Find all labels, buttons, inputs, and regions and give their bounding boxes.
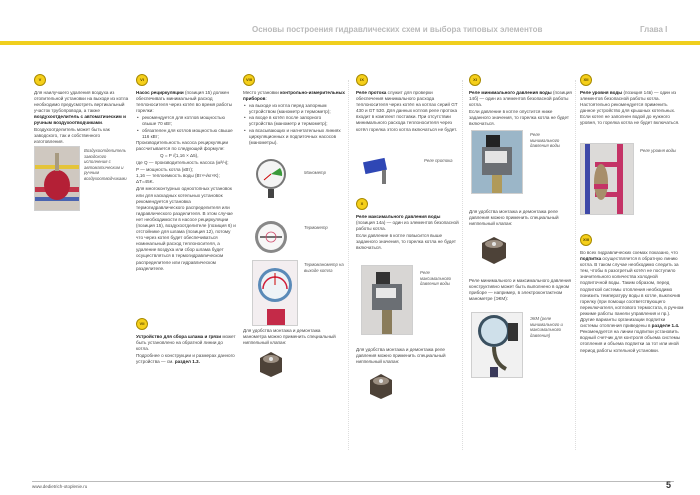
section-reference: разделе 1.4. <box>651 323 680 329</box>
section-vii <box>136 318 236 366</box>
photo-caption: Реле минимального давления воды <box>530 132 560 149</box>
section-badge: XIII <box>580 234 592 246</box>
body-text: служит для проверки обеспечения минимального расхода теплоносителя через котёл на котлах серий GT 430 и GT 530. Для данных котлов реле протока входит в комплект поставки. При отсутствии минимального расхода теплоносителя через котёл горелка этого котла включаться не будет. <box>356 90 458 132</box>
photo-caption: ЭКМ (реле минимального и максимального давления) <box>530 316 563 338</box>
body-text: Для наилучшего удаления воздуха из отопительной установки на выходе из котла необходимо предусмотреть вертикальный участок трубопровода, а также <box>34 90 129 114</box>
bold-term: Реле максимального давления воды <box>356 214 441 219</box>
body-text: Если давление в котле опустится ниже заданного значения, то горелка котла не будет включаться. <box>469 109 569 127</box>
body-text: Место установки <box>243 90 281 95</box>
section-badge: XII <box>580 74 592 86</box>
body-text: осуществляется в обратную линию котла. В таком случае необходимо следить за тем, чтобы в разогретый котёл не поступило значительного количества холодной подпиточной воды. Таким образом, перед подпиткой системы отопления необходимо понизить температуру воды в котле, выключив горелку (при помощи соответствующего переключателя, котлового термостата, в ручном режиме работы панели управления и пр.). Другие варианты организации подпитки системы отопления приведены в <box>580 256 684 329</box>
website-link[interactable]: www.dedietrich-otoplenie.ru <box>32 484 88 489</box>
section-badge: V <box>34 74 46 86</box>
manometer-image <box>254 158 288 200</box>
photo-caption: Реле уровня воды <box>640 148 677 153</box>
air-separator-photo <box>34 146 80 211</box>
list-item: • на выходе из котла перед запорным устройством (манометр и термометр); <box>249 103 345 115</box>
body-text: (позиция 14а) — один из элементов безопасной работы котла. <box>356 220 459 232</box>
bold-term: Реле протока <box>356 90 387 95</box>
thermometer-image <box>254 220 288 254</box>
valve-image <box>366 372 396 400</box>
body-text: Для удобства монтажа и демонтажа реле давления можно применить специальный ниппельный клапан: <box>469 209 559 227</box>
formula-legend: P — мощность котла (кВт); <box>136 167 194 173</box>
photo-caption: Реле максимального давления воды <box>420 270 452 287</box>
body-text: Для многоконтурных одноотопных установок или для каскадных котельных установок рекомендуется установка термогидравлического распределителя или гидравлического разделителя. В этом случае нет необходимости в насосе рециркуляции (позиция 15), воздухоотделителе (позиция 6) и отстойнике для шлама (позиция 12), потому что через котел будет обеспечиваться номинальный расход теплоносителя, а удаление воздуха или сбор шлама будет осуществляться в термогидравлическом распределителе или гидравлическом разделителе. <box>136 186 236 271</box>
water-level-relay-photo <box>580 143 634 215</box>
body-text: Реле минимального и максимального давления конструктивно может быть выполнено в одном приборе — например, в электроконтактном манометре (ЭКМ): <box>469 278 572 302</box>
section-x <box>356 198 459 253</box>
section-xiii <box>580 234 684 355</box>
body-text: (позиция 15) должен обеспечивать минимальный расход теплоносителя через котёл во время работы горелки: <box>136 90 232 114</box>
body-text: . Воздухоотделитель может быть как заводского, так и собственного изготовления. <box>34 120 110 144</box>
min-pressure-relay-photo <box>471 130 523 194</box>
section-badge: X <box>356 198 368 210</box>
body-text: Если давление в котле повысится выше заданного значения, то горелка котла не будет включаться. <box>356 233 456 251</box>
body-text: Для удобства монтажа и демонтажа манометра можно применить специальный ниппельный клапан: <box>243 328 336 346</box>
section-xi <box>469 74 572 129</box>
formula: Q = P /(1,16 × Δ5), <box>160 152 199 158</box>
body-text: Рекомендуется на линии подпитки установить водный счетчик для контроля объема системы отопления и объема подпитки за тот или иной период работы котельной установки. <box>580 329 681 353</box>
page-number: 5 <box>666 480 672 490</box>
section-badge: VII <box>136 318 148 330</box>
formula-legend: где Q — производительность насоса (м³/ч); <box>136 160 229 166</box>
photo-caption: Манометр <box>304 170 326 175</box>
thermomanometer-photo <box>252 260 298 326</box>
list-item: • на всасывающих и нагнетательных линиях циркуляционных и подпиточных насосов (манометры). <box>249 128 345 146</box>
section-v <box>34 74 130 146</box>
max-pressure-relay-image <box>362 266 413 335</box>
section-badge: XI <box>469 74 481 86</box>
photo-caption: Термоманометр на выходе котла <box>304 262 344 273</box>
body-text: (позиция 14в) — один из элементов безопасной работы котла. Настоятельно рекомендуется применить данное устройство для крышных котельных. Если котел не заполнен водой до нужного уровня, то горелка котла не будет включаться. <box>580 90 680 126</box>
footer-rule <box>32 481 674 482</box>
section-vi <box>136 74 236 273</box>
page-header-title: Основы построения гидравлических схем и выбора типовых элементов <box>252 25 543 34</box>
chapter-label: Глава I <box>640 25 668 34</box>
body-text: Для удобства монтажа и демонтажа реле давления можно применить специальный ниппельный клапан: <box>356 347 446 365</box>
max-pressure-relay-photo <box>361 265 413 335</box>
thermomanometer-image <box>253 261 298 326</box>
section-ix <box>356 74 459 134</box>
bold-term: подпитка <box>580 256 602 262</box>
bold-term: Реле уровня воды <box>580 90 623 95</box>
column-divider <box>575 80 577 450</box>
body-text: : <box>265 96 267 102</box>
bold-term: контрольно-измерительных приборов <box>243 90 345 102</box>
column-divider <box>348 80 350 450</box>
bold-term: воздухоотделитель с автоматическим и ручным воздухоотводчиками <box>34 114 126 126</box>
section-xii <box>580 74 684 128</box>
bold-term: Устройство для сбора шлама и грязи <box>136 334 222 339</box>
valve-image <box>256 350 286 378</box>
body-text: Подробнее о конструкции и размерах данного устройства — см. <box>136 353 235 365</box>
min-pressure-relay-image <box>472 131 523 194</box>
bold-term: Реле минимального давления воды <box>469 90 552 95</box>
section-badge: VIII <box>243 74 255 86</box>
photo-caption: Воздухоотделитель заводского исполнения с автоматическим и ручным воздухоотводчиками <box>84 148 127 181</box>
list-item: • на входе в котёл после запорного устройства (манометр и термометр); <box>249 115 345 127</box>
section-badge: VI <box>136 74 148 86</box>
ekm-image <box>472 313 523 378</box>
list-item: • обязателен для котлов мощностью свыше 116 кВт; <box>142 128 236 140</box>
air-separator-image <box>35 147 80 211</box>
section-viii <box>243 74 345 146</box>
flow-switch-image <box>362 156 398 186</box>
valve-image <box>478 235 510 265</box>
formula-legend: ΔT=45K. <box>136 179 155 185</box>
section-badge: IX <box>356 74 368 86</box>
column-divider <box>462 80 464 450</box>
section-reference: раздел 1.3. <box>174 359 200 365</box>
photo-caption: Реле протока <box>424 158 453 163</box>
formula-legend: 1,16 — теплоемкость воды (Вт×ч/кг×К); <box>136 173 220 179</box>
bold-term: Насос рециркуляции <box>136 90 184 95</box>
body-text: Производительность насоса рециркуляции рассчитывается по следующей формуле: <box>136 139 229 151</box>
header-rule <box>0 41 700 45</box>
body-text: может быть установлено на обратной линии до котла. <box>136 334 236 352</box>
body-text: (позиция 14б) — один из элементов безопасной работы котла. <box>469 90 572 108</box>
body-text: Во всех гидравлических схемах показано, что <box>580 250 678 255</box>
list-item: • рекомендуется для котлов мощностью свыше 70 кВт; <box>142 115 236 127</box>
water-level-relay-image <box>581 144 634 215</box>
photo-caption: Термометр <box>304 225 328 230</box>
ekm-photo <box>471 312 523 378</box>
